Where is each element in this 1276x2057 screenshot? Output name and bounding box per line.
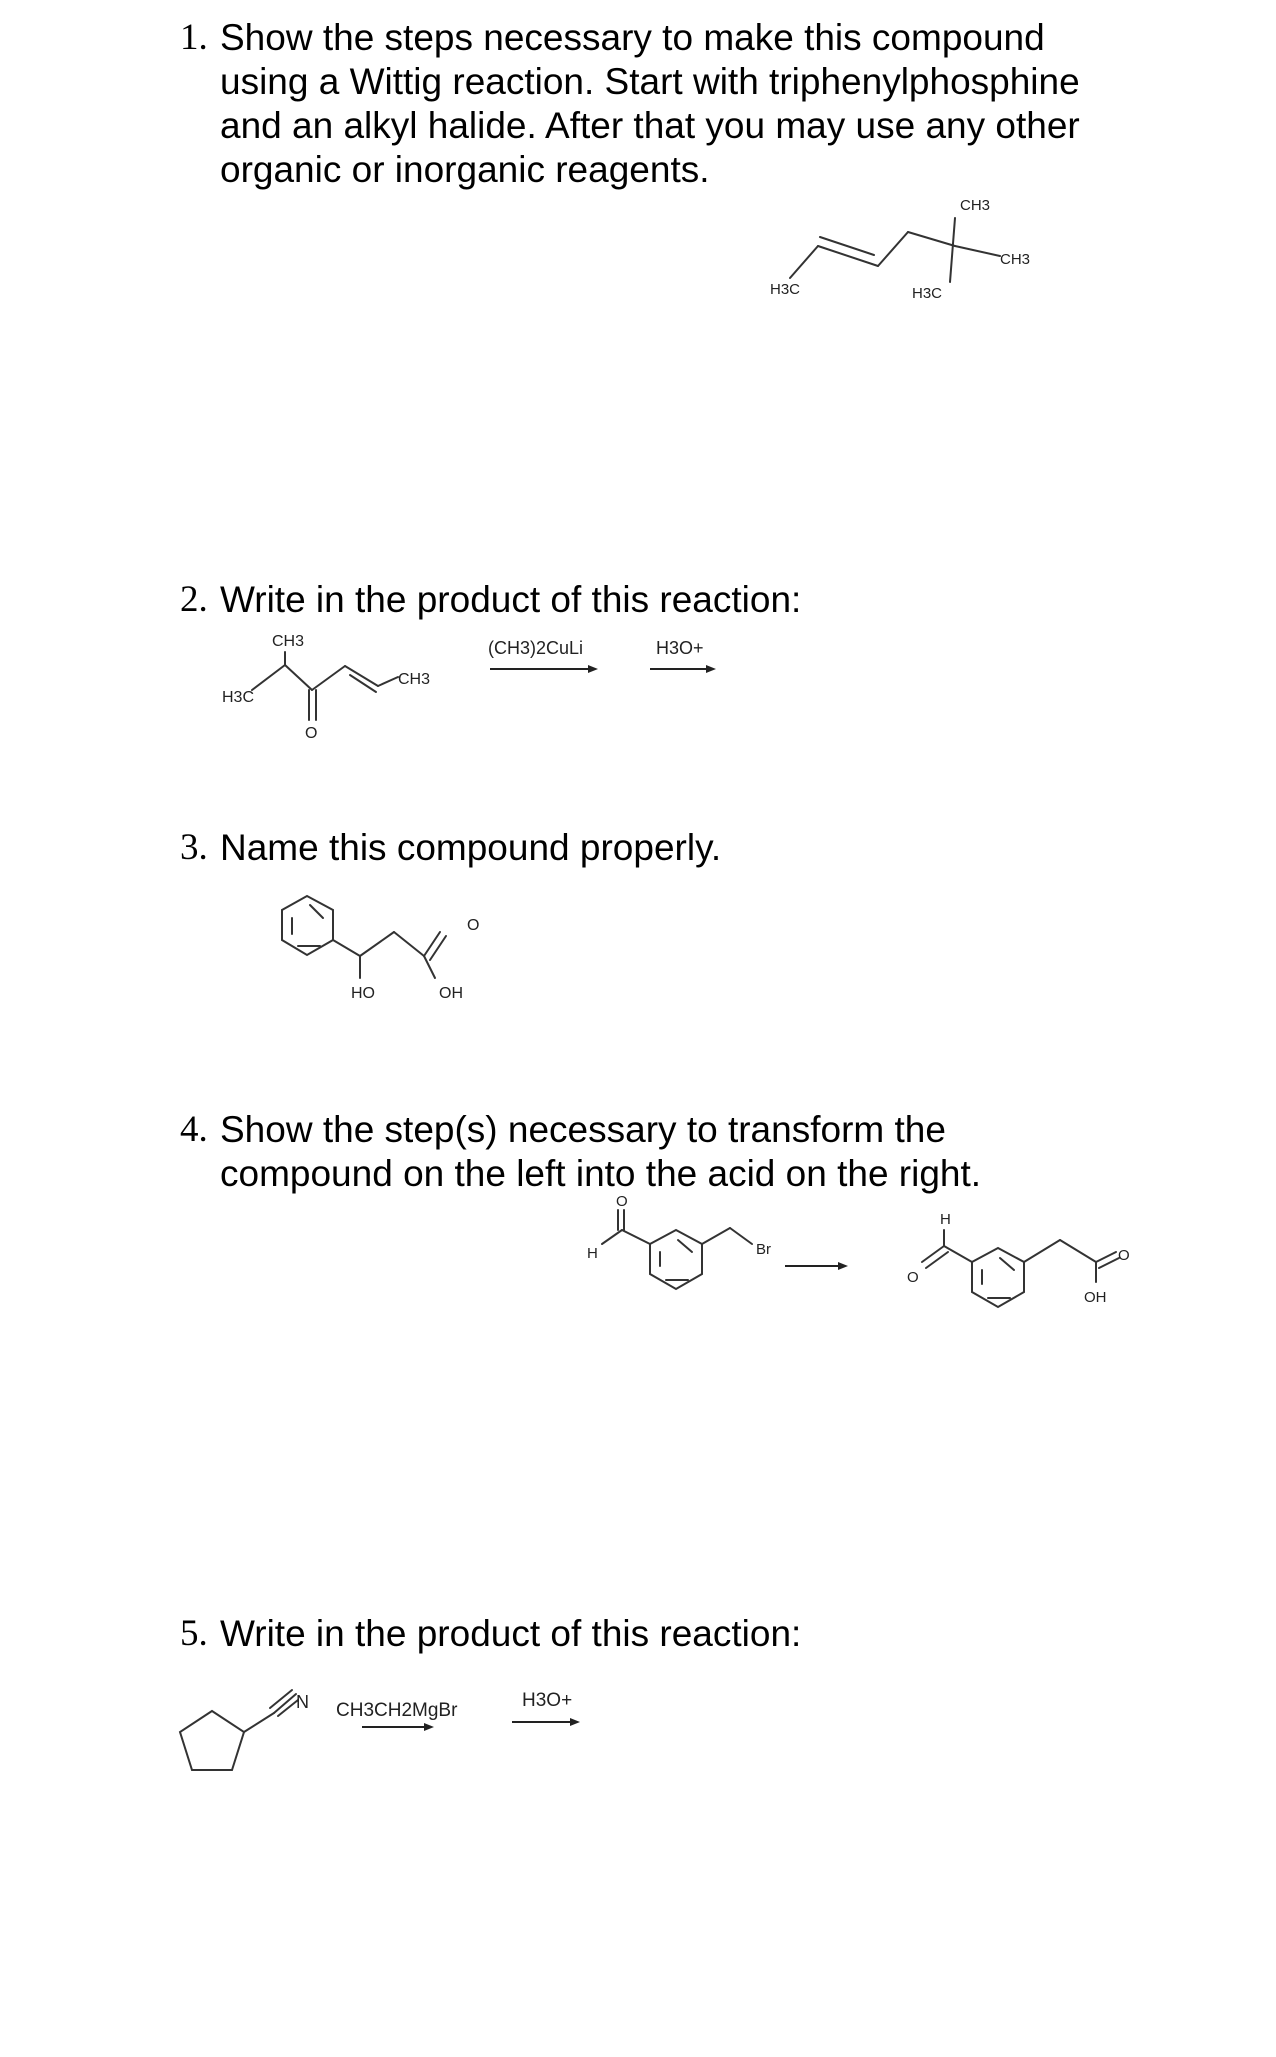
q4-arrowhead xyxy=(838,1262,848,1270)
q2-bond xyxy=(312,666,345,690)
q2-label-ch3-top: CH3 xyxy=(272,633,305,650)
question-4-number: 4. xyxy=(180,1109,208,1150)
q2-bond xyxy=(378,677,398,686)
question-1-number: 1. xyxy=(180,17,208,58)
q1-label-ch3-top: CH3 xyxy=(960,197,991,214)
q2-arrowhead-2 xyxy=(706,665,716,673)
q2-arrowhead-1 xyxy=(588,665,598,673)
q1-bond xyxy=(908,232,955,246)
q1-bond xyxy=(878,232,908,266)
question-2-number: 2. xyxy=(180,579,208,620)
q3-ring-inner xyxy=(310,905,323,918)
q3-carbonyl xyxy=(430,936,446,960)
q3-bond xyxy=(333,940,360,956)
q5-label-n: N xyxy=(296,1692,309,1712)
q2-bond xyxy=(285,665,312,690)
q4-right-label-h: H xyxy=(940,1211,951,1228)
q5-structure xyxy=(180,1690,580,1770)
question-3-number: 3. xyxy=(180,827,208,868)
q4-left-structure xyxy=(587,1193,771,1289)
q5-bond xyxy=(244,1713,274,1732)
q1-label-h3c-left: H3C xyxy=(770,281,801,298)
q1-structure xyxy=(770,197,1030,302)
question-5-text: Write in the product of this reaction: xyxy=(220,1613,802,1654)
q4-right-structure xyxy=(907,1211,1130,1307)
q4-bond xyxy=(702,1228,730,1244)
q4-ring-inner xyxy=(678,1240,692,1252)
q2-label-h3c: H3C xyxy=(222,689,255,706)
q1-label-h3c-bottom: H3C xyxy=(912,285,943,302)
q4-bond xyxy=(944,1246,972,1262)
q4-carbonyl xyxy=(926,1252,948,1268)
q5-reagent-1: CH3CH2MgBr xyxy=(336,1700,458,1721)
q3-label-oh: OH xyxy=(439,985,463,1002)
q3-bond xyxy=(360,932,394,956)
q2-reagent-1: (CH3)2CuLi xyxy=(488,638,584,658)
q3-bond xyxy=(394,932,424,956)
q1-bond xyxy=(950,218,955,282)
q1-bond xyxy=(790,246,818,278)
q4-bond xyxy=(602,1230,622,1244)
q4-right-label-oh: OH xyxy=(1084,1289,1107,1306)
q4-carbonyl xyxy=(922,1246,944,1262)
q4-ring-inner xyxy=(1000,1258,1014,1270)
question-4-text: Show the step(s) necessary to transform the compound on the left into the acid on the right. xyxy=(220,1109,982,1194)
q1-double-bond xyxy=(820,237,874,255)
q4-bond xyxy=(1024,1240,1060,1262)
q3-label-ho: HO xyxy=(351,985,375,1002)
q5-arrowhead-1 xyxy=(424,1723,434,1731)
q4-right-label-o-right: O xyxy=(1118,1247,1130,1264)
q1-label-ch3-right: CH3 xyxy=(1000,251,1031,268)
q5-reagent-2: H3O+ xyxy=(522,1690,573,1711)
q4-left-label-br: Br xyxy=(756,1241,771,1258)
q5-cyclopentane-ring xyxy=(180,1711,244,1770)
q2-reagent-2: H3O+ xyxy=(656,638,704,658)
q5-arrowhead-2 xyxy=(570,1718,580,1726)
q4-left-label-o: O xyxy=(616,1193,628,1210)
q1-bond xyxy=(818,246,878,266)
q4-bond xyxy=(1060,1240,1096,1262)
q4-bond xyxy=(622,1230,650,1244)
q4-left-label-h: H xyxy=(587,1245,598,1262)
q2-structure xyxy=(222,633,716,742)
q3-structure xyxy=(282,896,479,1002)
q2-label-ch3-right: CH3 xyxy=(398,671,431,688)
question-1-text: Show the steps necessary to make this compound using a Wittig reaction. Start with triphenylphosphine and an alkyl halide. After that you may use any other organic or inorganic reagents. xyxy=(220,17,1080,190)
q4-right-label-o-left: O xyxy=(907,1269,919,1286)
q4-bond xyxy=(730,1228,752,1244)
question-3-text: Name this compound properly. xyxy=(220,827,722,868)
question-2-text: Write in the product of this reaction: xyxy=(220,579,802,620)
q1-bond xyxy=(955,246,1000,256)
question-5-number: 5. xyxy=(180,1613,208,1654)
q3-label-o: O xyxy=(467,917,480,934)
q2-label-o: O xyxy=(305,725,318,742)
q3-carbonyl xyxy=(424,932,440,956)
q2-bond xyxy=(252,665,285,690)
